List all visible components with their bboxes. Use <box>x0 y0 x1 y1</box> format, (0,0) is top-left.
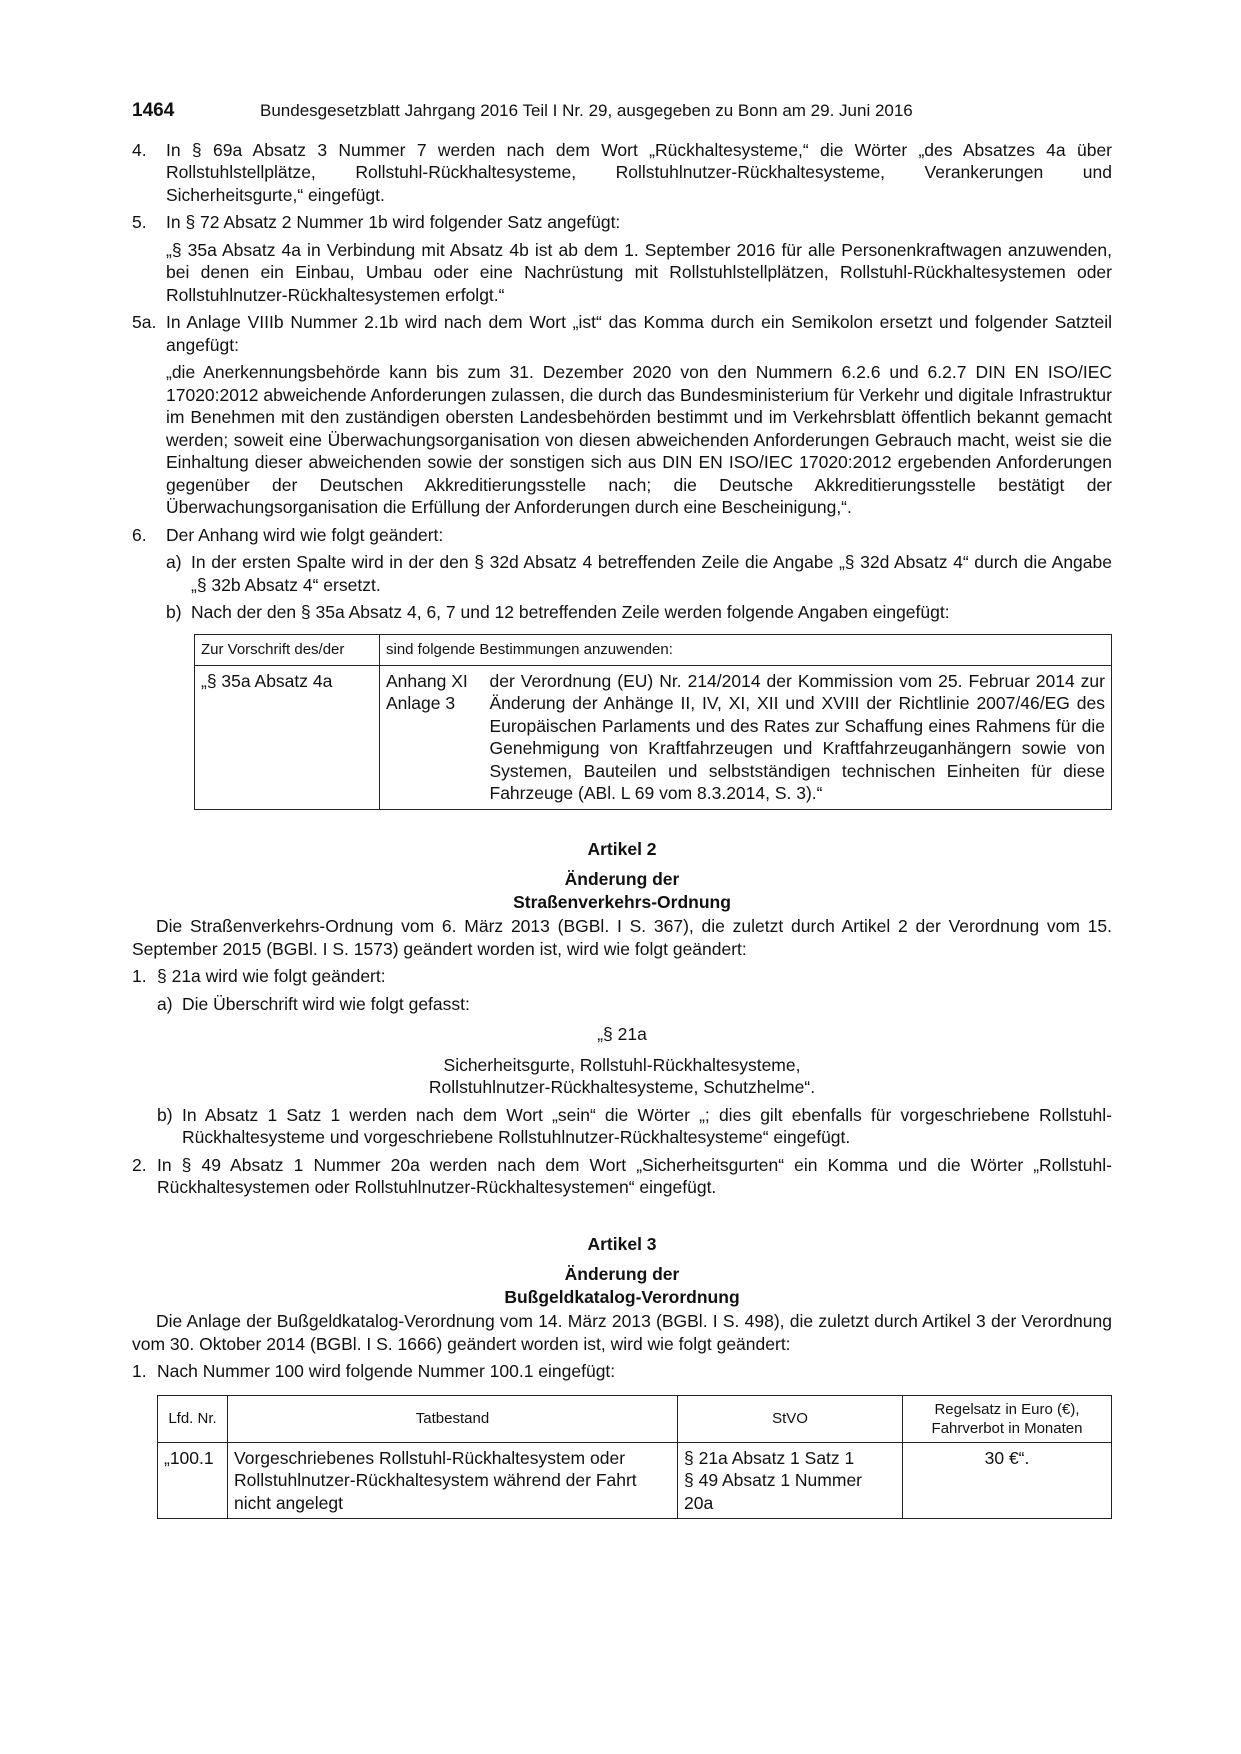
item-number: 6. <box>132 524 147 545</box>
item-text: Nach Nummer 100 wird folgende Nummer 100.1 eingefügt: <box>157 1361 616 1381</box>
list-item <box>132 1154 1112 1199</box>
list-item <box>132 965 1112 988</box>
table-row <box>158 1442 1112 1519</box>
annex-ref: Anhang XI <box>386 670 468 691</box>
quoted-text: „die Anerkennungsbehörde kann bis zum 31. Dezember 2020 von den Nummern 6.2.6 und 6.2.7 DIN EN ISO/IEC 17020:2012 abweichende Anforderungen zulassen, die durch das Bundesministerium für Verkehr und digitale Infrastruktur im Benehmen mit den zuständigen obersten Landesbehörden bestimmt und im Verkehrsblatt öffentlich bekannt gemacht werden; soweit eine Überwachungsorganisation von diesen abweichenden Anforderungen Gebrauch macht, weist sie die Einhaltung dieser abweichenden sowie der sonstigen sich aus DIN EN ISO/IEC 17020:2012 ergebenden Anforderungen gegenüber der Deutschen Akkreditierungsstelle nach; die Deutsche Akkreditierungsstelle bestätigt der Überwachungsorganisation die Erfüllung der Anforderungen durch eine Bescheinigung,“. <box>166 362 1112 517</box>
quoted-heading: „§ 21a <box>597 1024 647 1044</box>
table-header-cell: Regelsatz in Euro (€), Fahrverbot in Monaten <box>903 1395 1112 1442</box>
item-text: In § 49 Absatz 1 Nummer 20a werden nach dem Wort „Sicherheitsgurten“ ein Komma und die Wörter „Rollstuhl-Rückhaltesystemen oder Rollstuhlnutzer-Rückhaltesystemen“ eingefügt. <box>157 1154 1112 1197</box>
article-intro: Die Anlage der Bußgeldkatalog-Verordnung vom 14. März 2013 (BGBl. I S. 498), die zuletzt durch Artikel 3 der Verordnung vom 30. Oktober 2014 (BGBl. I S. 1666) geändert worden ist, wird wie folgt geändert: <box>132 1311 1112 1354</box>
item-text: In § 72 Absatz 2 Nummer 1b wird folgender Satz angefügt: <box>166 212 621 232</box>
article-heading: Artikel 2 <box>587 838 657 859</box>
table-cell <box>380 665 484 809</box>
list-item <box>132 524 1112 624</box>
page-number: 1464 <box>132 100 175 121</box>
sub-item <box>157 1104 1112 1149</box>
annex-ref: Anlage 3 <box>386 693 456 713</box>
sub-item-label: a) <box>157 993 173 1014</box>
table-header-cell: Zur Vorschrift des/der <box>195 634 380 665</box>
sub-item-label: b) <box>157 1104 173 1125</box>
document-page <box>132 100 1112 1519</box>
page-header <box>132 100 1112 123</box>
sub-item <box>157 993 1112 1016</box>
item-number: 1. <box>132 966 147 986</box>
table-header-cell: StVO <box>678 1395 903 1442</box>
item-text: In § 69a Absatz 3 Nummer 7 werden nach dem Wort „Rückhaltesysteme,“ die Wörter „des Absatzes 4a über Rollstuhlstellplätze, Rollstuhl-Rückhaltesysteme, Rollstuhlnutzer-Rückhaltesysteme, Verankerungen und Sicherheitsgurte,“ eingefügt. <box>166 139 1112 205</box>
article-subtitle: Änderung der <box>564 869 680 889</box>
list-item <box>132 139 1112 207</box>
fine-catalog-table <box>157 1395 1112 1520</box>
sub-item-text: Die Überschrift wird wie folgt gefasst: <box>182 993 470 1014</box>
article-subtitle: Bußgeldkatalog-Verordnung <box>504 1286 740 1307</box>
sub-item <box>166 601 1112 624</box>
sub-item-text: Nach der den § 35a Absatz 4, 6, 7 und 12 betreffenden Zeile werden folgende Angaben eingefügt: <box>191 602 950 622</box>
item-number: 2. <box>132 1154 147 1175</box>
table-row <box>195 665 1112 809</box>
gazette-title: Bundesgesetzblatt Jahrgang 2016 Teil I Nr. 29, ausgegeben zu Bonn am 29. Juni 2016 <box>260 101 913 120</box>
item-text: Der Anhang wird wie folgt geändert: <box>166 524 444 545</box>
list-item <box>132 1360 1112 1383</box>
quoted-heading: Rollstuhlnutzer-Rückhaltesysteme, Schutzhelme“. <box>428 1077 816 1097</box>
quoted-heading: Sicherheitsgurte, Rollstuhl-Rückhaltesysteme, <box>443 1054 801 1075</box>
sub-item-label: b) <box>166 602 182 622</box>
table-header-cell: Tatbestand <box>228 1395 678 1442</box>
item-number: 5. <box>132 212 147 232</box>
stvo-ref: § 49 Absatz 1 Nummer 20a <box>684 1470 862 1513</box>
sub-item <box>166 551 1112 596</box>
article-heading: Artikel 3 <box>587 1233 657 1254</box>
table-cell: der Verordnung (EU) Nr. 214/2014 der Kommission vom 25. Februar 2014 zur Änderung der Anhänge II, IV, XI, XII und XVIII der Richtlinie 2007/46/EG des Europäischen Parlaments und des Rates zur Schaffung eines Rahmens für die Genehmigung von Kraftfahrzeugen und Kraftfahrzeuganhängern sowie von Systemen, Bauteilen und selbstständigen technischen Einheiten für diese Fahrzeuge (ABl. L 69 vom 8.3.2014, S. 3).“ <box>484 665 1112 809</box>
table-cell: Vorgeschriebenes Rollstuhl-Rückhaltesystem oder Rollstuhlnutzer-Rückhaltesystem während der Fahrt nicht angelegt <box>228 1442 678 1519</box>
table-header-row <box>195 634 1112 665</box>
table-header-row <box>158 1395 1112 1442</box>
table-cell: „100.1 <box>158 1442 228 1519</box>
sub-item-text: In der ersten Spalte wird in der den § 32d Absatz 4 betreffenden Zeile die Angabe „§ 32d Absatz 4“ durch die Angabe „§ 32b Absatz 4“ ersetzt. <box>191 552 1112 595</box>
item-text: § 21a wird wie folgt geändert: <box>157 966 386 986</box>
sub-item-text: In Absatz 1 Satz 1 werden nach dem Wort „sein“ die Wörter „; dies gilt ebenfalls für vorgeschriebene Rollstuhl-Rückhaltesysteme und vorgeschriebene Rollstuhlnutzer-Rückhaltesysteme“ eingefügt. <box>182 1104 1112 1147</box>
item-number: 5a. <box>132 312 157 332</box>
item-text: In Anlage VIIIb Nummer 2.1b wird nach dem Wort „ist“ das Komma durch ein Semikolon ersetzt und folgender Satzteil angefügt: <box>166 312 1112 355</box>
table-header-cell: sind folgende Bestimmungen anzuwenden: <box>380 634 1112 665</box>
article-intro: Die Straßenverkehrs-Ordnung vom 6. März 2013 (BGBl. I S. 367), die zuletzt durch Artikel 2 der Verordnung vom 15. September 2015 (BGBl. I S. 1573) geändert worden ist, wird wie folgt geändert: <box>132 916 1112 959</box>
list-item <box>132 311 1112 519</box>
annex-table <box>194 634 1112 810</box>
list-item <box>132 211 1112 306</box>
table-cell <box>678 1442 903 1519</box>
quoted-text: „§ 35a Absatz 4a in Verbindung mit Absatz 4b ist ab dem 1. September 2016 für alle Personenkraftwagen anzuwenden, bei denen ein Einbau, Umbau oder eine Nachrüstung mit Rollstuhlstellplätzen, Rollstuhl-Rückhaltesystemen oder Rollstuhlnutzer-Rückhaltesystemen erfolgt.“ <box>166 239 1112 305</box>
stvo-ref: § 21a Absatz 1 Satz 1 <box>684 1447 855 1468</box>
table-header-cell: Lfd. Nr. <box>158 1395 228 1442</box>
item-number: 4. <box>132 139 147 160</box>
table-cell: „§ 35a Absatz 4a <box>195 665 380 809</box>
article-subtitle: Straßenverkehrs-Ordnung <box>513 891 731 912</box>
item-number: 1. <box>132 1361 147 1381</box>
article-subtitle: Änderung der <box>564 1264 680 1284</box>
table-cell: 30 €“. <box>903 1442 1112 1519</box>
sub-item-label: a) <box>166 552 182 572</box>
